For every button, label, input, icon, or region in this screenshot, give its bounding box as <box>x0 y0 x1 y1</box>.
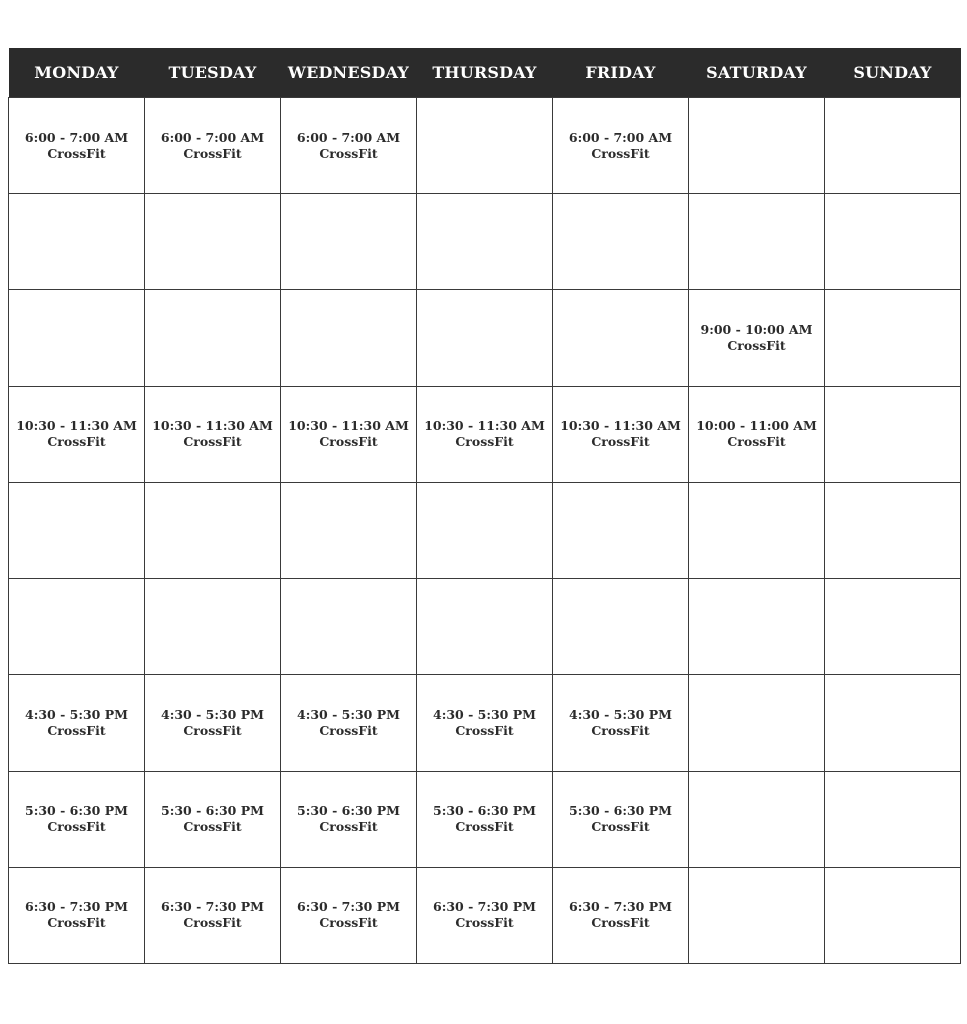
time-slot-row <box>9 194 961 290</box>
time-slot-row <box>9 771 961 867</box>
class-name: CrossFit <box>183 819 242 835</box>
schedule-cell <box>825 579 961 675</box>
class-slot-cell <box>553 771 689 867</box>
schedule-cell <box>417 290 553 386</box>
schedule-cell <box>689 194 825 290</box>
schedule-cell <box>553 482 689 578</box>
schedule-cell <box>9 194 145 290</box>
class-time: 10:00 - 11:00 AM <box>696 418 817 434</box>
class-slot-cell <box>553 867 689 963</box>
class-time: 4:30 - 5:30 PM <box>161 706 264 722</box>
class-time: 6:30 - 7:30 PM <box>25 899 128 915</box>
class-slot-cell <box>689 290 825 386</box>
class-time: 4:30 - 5:30 PM <box>25 706 128 722</box>
schedule-cell <box>825 482 961 578</box>
class-time: 4:30 - 5:30 PM <box>569 706 672 722</box>
class-slot-cell <box>553 675 689 771</box>
time-slot-row <box>9 290 961 386</box>
class-name: CrossFit <box>47 819 106 835</box>
class-name: CrossFit <box>591 434 650 450</box>
class-name: CrossFit <box>183 145 242 161</box>
class-time: 6:00 - 7:00 AM <box>296 129 401 145</box>
class-slot-cell <box>553 386 689 482</box>
time-slot-row <box>9 482 961 578</box>
schedule-cell <box>825 675 961 771</box>
class-slot-cell <box>9 771 145 867</box>
class-name: CrossFit <box>727 338 786 354</box>
class-time: 6:00 - 7:00 AM <box>24 129 129 145</box>
time-slot-row <box>9 579 961 675</box>
time-slot-row <box>9 675 961 771</box>
class-name: CrossFit <box>319 145 378 161</box>
class-name: CrossFit <box>319 915 378 931</box>
schedule-cell <box>553 290 689 386</box>
class-name: CrossFit <box>591 722 650 738</box>
class-time: 6:00 - 7:00 AM <box>160 129 265 145</box>
class-slot-cell <box>145 386 281 482</box>
schedule-cell <box>689 675 825 771</box>
class-slot-cell <box>145 867 281 963</box>
class-time: 10:30 - 11:30 AM <box>152 418 273 434</box>
schedule-cell <box>281 579 417 675</box>
class-time: 6:30 - 7:30 PM <box>433 899 536 915</box>
class-slot-cell <box>553 98 689 194</box>
day-header-tuesday: TUESDAY <box>145 48 281 98</box>
schedule-cell <box>145 579 281 675</box>
time-slot-row <box>9 867 961 963</box>
class-time: 4:30 - 5:30 PM <box>433 706 536 722</box>
schedule-cell <box>689 98 825 194</box>
class-slot-cell <box>281 675 417 771</box>
class-slot-cell <box>417 867 553 963</box>
class-name: CrossFit <box>47 434 106 450</box>
schedule-cell <box>417 98 553 194</box>
class-name: CrossFit <box>319 434 378 450</box>
class-name: CrossFit <box>47 722 106 738</box>
schedule-cell <box>9 579 145 675</box>
class-name: CrossFit <box>591 819 650 835</box>
class-time: 5:30 - 6:30 PM <box>297 803 400 819</box>
class-time: 10:30 - 11:30 AM <box>560 418 681 434</box>
schedule-cell <box>825 771 961 867</box>
schedule-cell <box>825 194 961 290</box>
day-header-sunday: SUNDAY <box>825 48 961 98</box>
time-slot-row <box>9 386 961 482</box>
class-time: 5:30 - 6:30 PM <box>161 803 264 819</box>
schedule-cell <box>9 290 145 386</box>
schedule-cell <box>689 771 825 867</box>
class-slot-cell <box>689 386 825 482</box>
class-name: CrossFit <box>455 722 514 738</box>
schedule-cell <box>281 290 417 386</box>
class-slot-cell <box>417 771 553 867</box>
class-slot-cell <box>417 386 553 482</box>
class-slot-cell <box>145 675 281 771</box>
class-time: 9:00 - 10:00 AM <box>700 322 813 338</box>
class-time: 6:30 - 7:30 PM <box>161 899 264 915</box>
class-name: CrossFit <box>47 915 106 931</box>
day-header-friday: FRIDAY <box>553 48 689 98</box>
class-slot-cell <box>281 98 417 194</box>
day-header-row <box>9 48 961 98</box>
class-slot-cell <box>145 98 281 194</box>
schedule-cell <box>145 482 281 578</box>
class-name: CrossFit <box>183 722 242 738</box>
class-time: 5:30 - 6:30 PM <box>433 803 536 819</box>
class-name: CrossFit <box>455 434 514 450</box>
class-name: CrossFit <box>183 434 242 450</box>
class-slot-cell <box>9 675 145 771</box>
schedule-cell <box>9 482 145 578</box>
schedule-cell <box>145 194 281 290</box>
schedule-cell <box>553 194 689 290</box>
class-time: 6:00 - 7:00 AM <box>568 129 673 145</box>
time-slot-row <box>9 98 961 194</box>
class-name: CrossFit <box>591 915 650 931</box>
class-time: 6:30 - 7:30 PM <box>297 899 400 915</box>
schedule-cell <box>825 867 961 963</box>
schedule-cell <box>825 290 961 386</box>
schedule-cell <box>145 290 281 386</box>
class-time: 10:30 - 11:30 AM <box>288 418 409 434</box>
day-header-thursday: THURSDAY <box>417 48 553 98</box>
class-name: CrossFit <box>727 434 786 450</box>
class-name: CrossFit <box>455 915 514 931</box>
schedule-cell <box>417 194 553 290</box>
schedule-cell <box>417 579 553 675</box>
class-name: CrossFit <box>319 722 378 738</box>
class-slot-cell <box>417 675 553 771</box>
class-slot-cell <box>9 386 145 482</box>
class-time: 10:30 - 11:30 AM <box>424 418 545 434</box>
class-slot-cell <box>281 771 417 867</box>
class-slot-cell <box>281 867 417 963</box>
class-name: CrossFit <box>455 819 514 835</box>
class-slot-cell <box>281 386 417 482</box>
class-slot-cell <box>9 867 145 963</box>
schedule-cell <box>281 482 417 578</box>
schedule-cell <box>689 867 825 963</box>
schedule-cell <box>417 482 553 578</box>
class-time: 5:30 - 6:30 PM <box>25 803 128 819</box>
class-slot-cell <box>9 98 145 194</box>
class-slot-cell <box>145 771 281 867</box>
class-time: 4:30 - 5:30 PM <box>297 706 400 722</box>
schedule-cell <box>825 98 961 194</box>
day-header-saturday: SATURDAY <box>689 48 825 98</box>
class-name: CrossFit <box>47 145 106 161</box>
class-time: 10:30 - 11:30 AM <box>16 418 137 434</box>
schedule-cell <box>553 579 689 675</box>
class-schedule-table <box>8 48 961 964</box>
schedule-cell <box>689 579 825 675</box>
class-name: CrossFit <box>319 819 378 835</box>
schedule-cell <box>825 386 961 482</box>
schedule-cell <box>281 194 417 290</box>
schedule-body <box>9 98 961 964</box>
class-name: CrossFit <box>183 915 242 931</box>
class-name: CrossFit <box>591 145 650 161</box>
schedule-cell <box>689 482 825 578</box>
day-header-monday: MONDAY <box>9 48 145 98</box>
class-time: 6:30 - 7:30 PM <box>569 899 672 915</box>
class-time: 5:30 - 6:30 PM <box>569 803 672 819</box>
day-header-wednesday: WEDNESDAY <box>281 48 417 98</box>
